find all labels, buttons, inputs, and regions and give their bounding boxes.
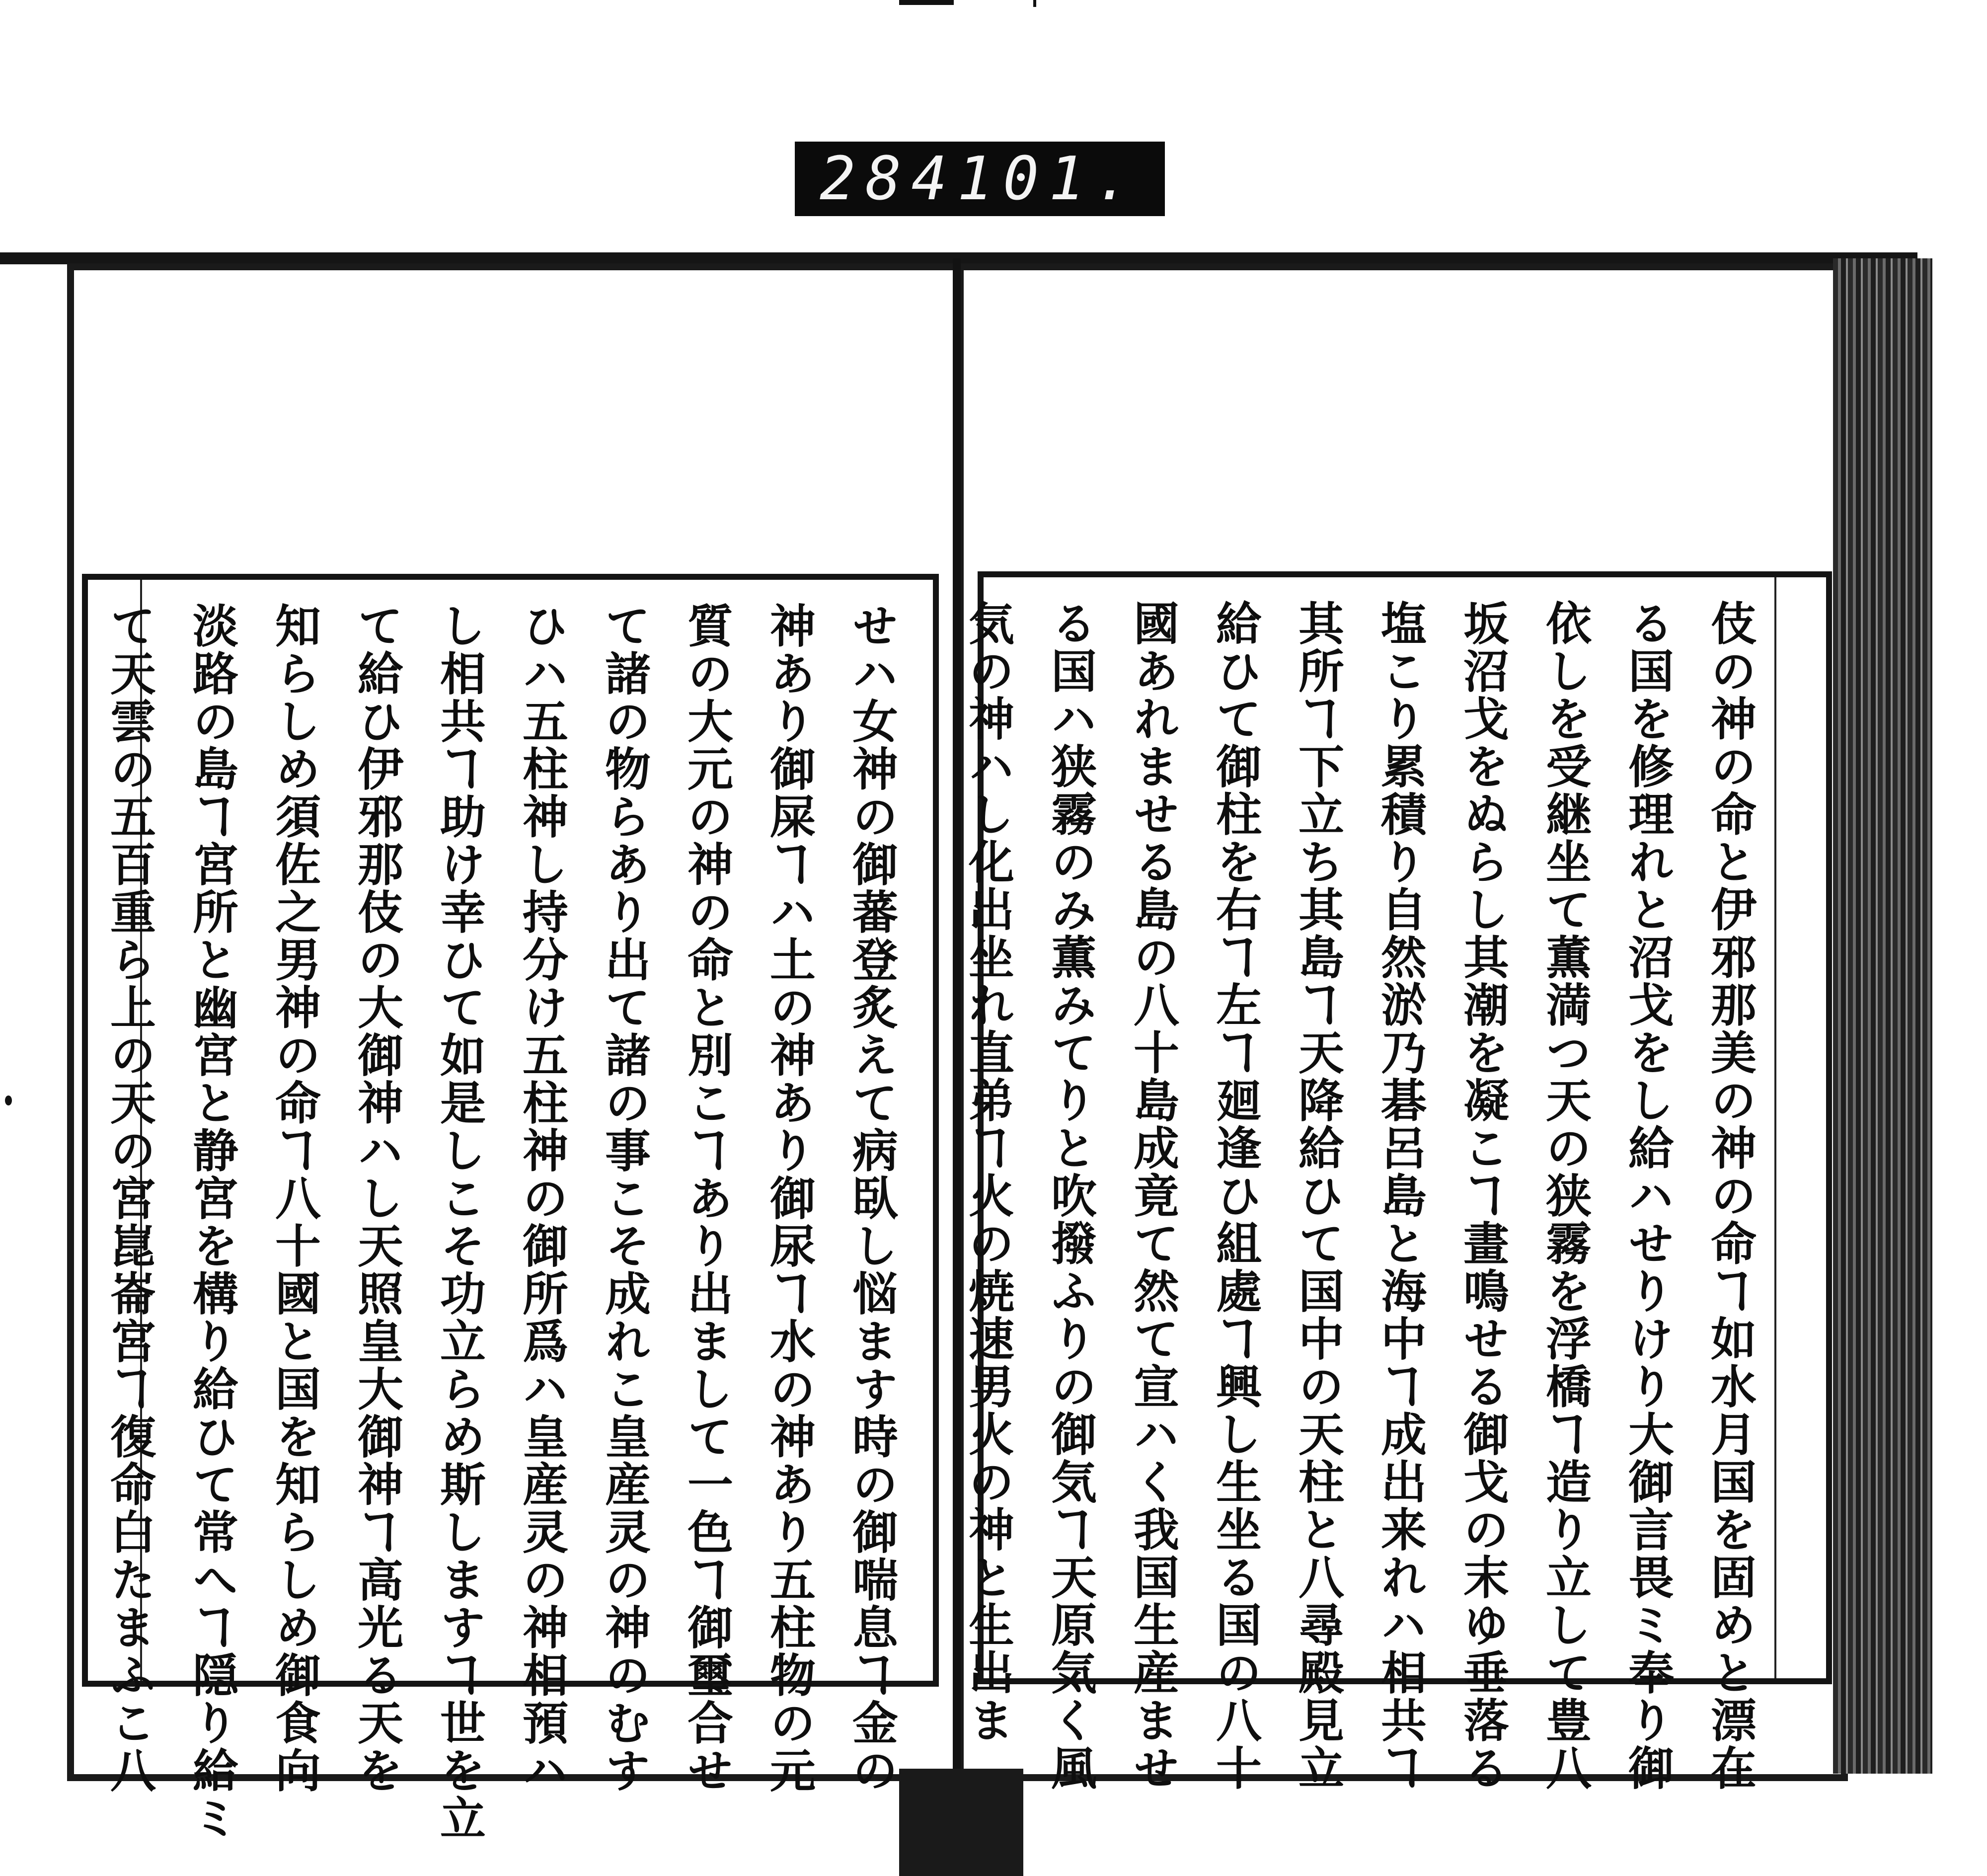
text-column: せハ女神の御蕃登炙えて病臥し悩ます時の御喘息ヿ金の bbox=[845, 602, 899, 1795]
counter-left-number: 284 bbox=[820, 144, 957, 214]
film-edge-mark bbox=[899, 0, 954, 5]
left-page-text bbox=[103, 602, 913, 1842]
counter-right-number: 101. bbox=[957, 144, 1141, 214]
film-edge-mark bbox=[1033, 0, 1036, 7]
frame-inner-rule bbox=[1774, 577, 1776, 1678]
text-column: 給ひて御柱を右ヿ左ヿ廻逢ひ組處ヿ興し生坐る国の八十 bbox=[1209, 600, 1262, 1792]
left-text-frame bbox=[82, 574, 939, 1842]
text-column: 伎の神の命と伊邪那美の神の命ヿ如水月国を固めと漂在 bbox=[1703, 600, 1757, 1792]
text-column: 其所ヿ下立ち其島ヿ天降給ひて国中の天柱と八尋殿見立 bbox=[1291, 600, 1345, 1792]
text-column: て給ひ伊邪那伎の大御神ハし天照皇大御神ヿ高光る天を bbox=[350, 602, 404, 1795]
text-column: て諸の物らあり出て諸の事こそ成れこ皇産灵の神のむす bbox=[598, 602, 651, 1795]
page-fore-edge bbox=[1833, 258, 1932, 1774]
text-column: 塩こり累積り自然淤乃碁呂島と海中ヿ成出来れハ相共ヿ bbox=[1374, 600, 1427, 1792]
text-column: ひハ五柱神し持分け五柱神の御所爲ハ皇産灵の神相預ハ bbox=[515, 602, 569, 1795]
text-column: 依しを受継坐て薫満つ天の狭霧を浮橋ヿ造り立して豊八 bbox=[1538, 600, 1592, 1792]
text-column: 淡路の島ヿ宮所と幽宮と静宮を構り給ひて常へヿ隠り給ミ bbox=[185, 602, 239, 1842]
right-page-text bbox=[961, 600, 1771, 1792]
text-column: 質の大元の神の命と別こヿあり出まして一色ヿ御璽合せ bbox=[680, 602, 734, 1795]
scan-speck bbox=[5, 1095, 12, 1105]
text-column: 知らしめ須佐之男神の命ヿ八十國と国を知らしめ御食向 bbox=[268, 602, 321, 1795]
text-column: し相共ヿ助け幸ひて如是しこそ功立らめ斯しますヿ世を立 bbox=[433, 602, 486, 1842]
text-column: る国を修理れと沼戈をし給ハせりけり大御言畏ミ奉り御 bbox=[1621, 600, 1675, 1792]
text-column: 気の神ハし化出坐れ直弟ヿ火の焼速男火の神と生出ま bbox=[961, 600, 1015, 1744]
text-column: 神あり御屎ヿハ土の神あり御尿ヿ水の神あり五柱物の元 bbox=[763, 602, 816, 1795]
text-column: る国ハ狭霧のみ薫みてりと吹撥ふりの御気ヿ天原気く風 bbox=[1044, 600, 1097, 1792]
right-text-frame bbox=[961, 571, 1832, 1792]
text-column: 國あれませる島の八十島成竟て然て宣ハく我国生産ませ bbox=[1126, 600, 1180, 1792]
frame-counter bbox=[795, 142, 1165, 216]
book-spine-shadow bbox=[899, 1769, 1023, 1876]
text-column: て天雲の五百重ら上の天の宮崑崙宮ヿ復命白たまふこ八 bbox=[103, 602, 156, 1795]
text-column: 坂沼戈をぬらし其潮を凝こヿ畫鳴せる御戈の末ゆ垂落る bbox=[1456, 600, 1510, 1792]
